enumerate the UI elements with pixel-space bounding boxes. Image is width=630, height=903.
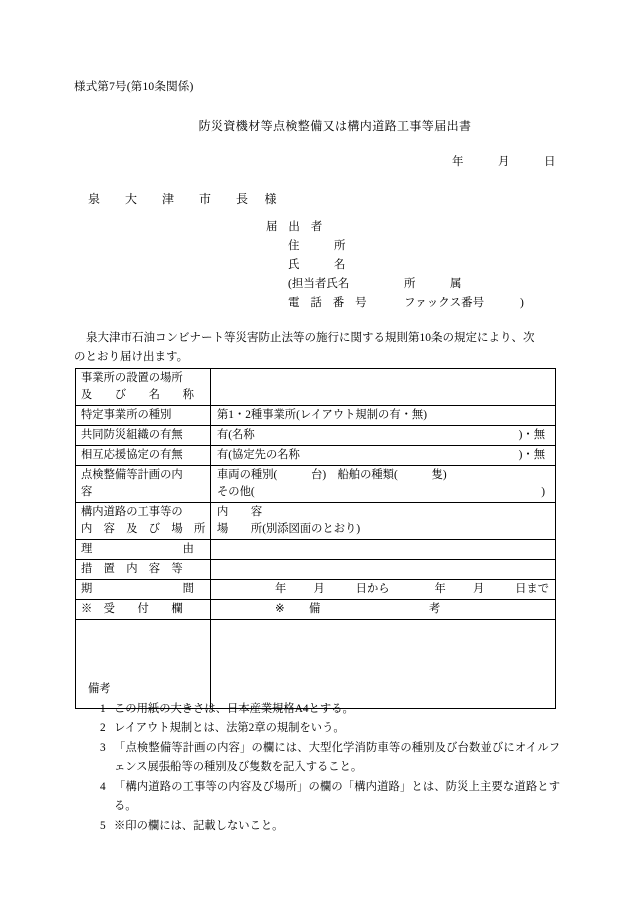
label-establishment-line2: 及 び 名 称 bbox=[81, 389, 194, 401]
period-from-month: 月 bbox=[313, 583, 325, 595]
date-month-label: 月 bbox=[498, 156, 510, 168]
value-inspection-plan-line1: 車両の種別( 台) 船舶の種類( 隻) bbox=[217, 469, 447, 481]
footnote-item bbox=[88, 778, 560, 817]
remarks-label-1: 備 bbox=[309, 603, 321, 615]
submitter-address-row bbox=[266, 237, 524, 256]
label-measures: 措 置 内 容 等 bbox=[76, 560, 211, 580]
value-inspection-plan-other-left: その他( bbox=[217, 486, 255, 498]
label-reason: 理 由 bbox=[76, 540, 211, 560]
value-road-works[interactable] bbox=[211, 503, 556, 540]
contact-closing-paren: ) bbox=[520, 297, 524, 309]
label-mutual-aid: 相互応援協定の有無 bbox=[76, 446, 211, 466]
label-road-works-line2: 内 容 及 び 場 所 bbox=[81, 523, 206, 535]
addressee-line bbox=[88, 190, 277, 207]
value-establishment[interactable] bbox=[211, 369, 556, 406]
addressee-honorific: 様 bbox=[264, 192, 277, 206]
period-from-year: 年 bbox=[275, 583, 287, 595]
intro-paragraph bbox=[74, 329, 560, 367]
value-inspection-plan-other-right: ) bbox=[541, 486, 545, 498]
table-row-road-works bbox=[76, 503, 556, 540]
addressee-name: 泉 大 津 市 長 bbox=[88, 192, 255, 206]
submitter-phone-row bbox=[266, 294, 524, 313]
footnote-item bbox=[88, 739, 560, 778]
footnote-text: 「構内道路の工事等の内容及び場所」の欄の「構内道路」とは、防災上主要な道路とする。 bbox=[114, 780, 560, 812]
footnotes-title: 備考 bbox=[88, 683, 111, 695]
table-row-inspection-plan bbox=[76, 466, 556, 503]
label-period: 期 間 bbox=[76, 580, 211, 600]
submitter-name-label: 氏 名 bbox=[288, 259, 346, 271]
fax-label: ファックス番号 bbox=[404, 297, 485, 309]
table-row-joint-org bbox=[76, 426, 556, 446]
period-to-year: 年 bbox=[434, 583, 446, 595]
table-row-receipt-header bbox=[76, 600, 556, 620]
value-joint-org-left: 有(名称 bbox=[217, 429, 255, 441]
form-number: 様式第7号(第10条関係) bbox=[74, 81, 194, 93]
footnote-item bbox=[88, 719, 560, 739]
date-year-label: 年 bbox=[452, 156, 464, 168]
date-day-label: 日 bbox=[544, 156, 556, 168]
value-facility-type[interactable]: 第1・2種事業所(レイアウト規制の有・無) bbox=[211, 406, 556, 426]
label-inspection-plan-line2: 容 bbox=[81, 486, 93, 498]
intro-line-1: 泉大津市石油コンビナート等災害防止法等の施行に関する規則第10条の規定により、次 bbox=[86, 332, 535, 344]
table-row-establishment bbox=[76, 369, 556, 406]
main-form-table bbox=[75, 368, 556, 709]
footnote-text: 「点検整備等計画の内容」の欄には、大型化学消防車等の種別及び台数並びにオイルフェンス展張船等の種別及び隻数を記入すること。 bbox=[114, 741, 560, 773]
value-mutual-aid[interactable] bbox=[211, 446, 556, 466]
label-road-works-line1: 構内道路の工事等の bbox=[81, 506, 183, 518]
value-inspection-plan[interactable] bbox=[211, 466, 556, 503]
label-receipt-column: ※ 受 付 欄 bbox=[76, 600, 211, 620]
footnote-number: 1 bbox=[100, 702, 106, 715]
label-inspection-plan-line1: 点検整備等計画の内 bbox=[81, 469, 183, 481]
submitter-name-row bbox=[266, 256, 524, 275]
submitter-contact-row bbox=[266, 275, 524, 294]
submitter-address-label: 住 所 bbox=[288, 240, 346, 252]
value-measures[interactable] bbox=[211, 560, 556, 580]
period-to-day: 日まで bbox=[515, 583, 549, 595]
footnotes-section bbox=[88, 680, 560, 836]
label-joint-org: 共同防災組織の有無 bbox=[76, 426, 211, 446]
value-remarks-header bbox=[211, 600, 556, 620]
label-establishment-line1: 事業所の設置の場所 bbox=[81, 372, 183, 384]
remarks-mark: ※ bbox=[275, 603, 285, 615]
value-mutual-aid-left: 有(協定先の名称 bbox=[217, 449, 300, 461]
footnote-item bbox=[88, 700, 560, 720]
value-road-works-line1: 内 容 bbox=[217, 506, 263, 518]
value-road-works-line2: 場 所(別添図面のとおり) bbox=[217, 523, 361, 535]
label-facility-type: 特定事業所の種別 bbox=[76, 406, 211, 426]
value-joint-org-right: )・無 bbox=[518, 429, 545, 441]
footnote-text: ※印の欄には、記載しないこと。 bbox=[114, 819, 284, 832]
value-reason[interactable] bbox=[211, 540, 556, 560]
footnote-text: この用紙の大きさは、日本産業規格A4とする。 bbox=[114, 702, 354, 715]
table-row-period bbox=[76, 580, 556, 600]
remarks-label-2: 考 bbox=[429, 603, 441, 615]
footnote-number: 5 bbox=[100, 819, 106, 832]
period-from-day: 日から bbox=[355, 583, 390, 595]
table-row-reason bbox=[76, 540, 556, 560]
footnote-number: 3 bbox=[100, 741, 106, 754]
footnote-text: レイアウト規制とは、法第2章の規制をいう。 bbox=[114, 722, 345, 734]
intro-line-2: のとおり届け出ます。 bbox=[74, 351, 189, 363]
value-mutual-aid-right: )・無 bbox=[518, 449, 545, 461]
value-period[interactable] bbox=[211, 580, 556, 600]
affiliation-label: 所 属 bbox=[404, 278, 462, 290]
period-to-month: 月 bbox=[472, 583, 485, 595]
phone-label: 電 話 番 号 bbox=[288, 297, 371, 309]
table-row-mutual-aid bbox=[76, 446, 556, 466]
footnote-item bbox=[88, 817, 560, 837]
contact-person-label: (担当者氏名 bbox=[288, 278, 350, 290]
table-row-facility-type bbox=[76, 406, 556, 426]
label-establishment bbox=[76, 369, 211, 406]
table-row-measures bbox=[76, 560, 556, 580]
submitter-block bbox=[266, 218, 524, 313]
submitter-heading: 届 出 者 bbox=[266, 221, 327, 233]
submission-date-line bbox=[452, 153, 556, 169]
footnote-number: 4 bbox=[100, 780, 106, 793]
label-road-works bbox=[76, 503, 211, 540]
footnote-number: 2 bbox=[100, 722, 106, 734]
document-title: 防災資機材等点検整備又は構内道路工事等届出書 bbox=[198, 119, 472, 133]
label-inspection-plan bbox=[76, 466, 211, 503]
value-joint-org[interactable] bbox=[211, 426, 556, 446]
